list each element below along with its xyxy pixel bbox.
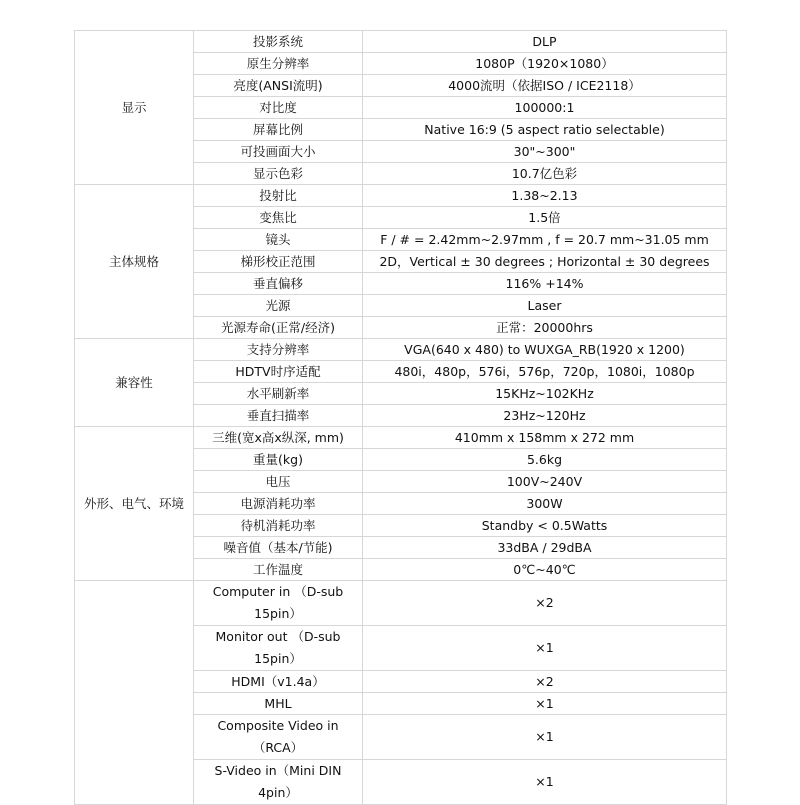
spec-value: 33dBA / 29dBA (363, 537, 727, 559)
spec-label: 电压 (194, 471, 363, 493)
spec-label: 支持分辨率 (194, 339, 363, 361)
spec-value: Standby < 0.5Watts (363, 515, 727, 537)
spec-table (74, 30, 727, 805)
spec-row (75, 31, 727, 53)
spec-value: DLP (363, 31, 727, 53)
spec-label: 变焦比 (194, 207, 363, 229)
spec-value: ×1 (363, 693, 727, 715)
spec-label: 原生分辨率 (194, 53, 363, 75)
spec-value: 100V~240V (363, 471, 727, 493)
spec-value: 4000流明（依据ISO / ICE2118） (363, 75, 727, 97)
spec-label: 垂直扫描率 (194, 405, 363, 427)
spec-value: 2D，Vertical ± 30 degrees ; Horizontal ± 30 degrees (363, 251, 727, 273)
category-cell: 显示 (75, 31, 194, 185)
spec-label: 光源寿命(正常/经济) (194, 317, 363, 339)
spec-value: 480i，480p，576i，576p，720p，1080i，1080p (363, 361, 727, 383)
spec-label: 工作温度 (194, 559, 363, 581)
spec-value: ×1 (363, 626, 727, 671)
spec-value: 0℃~40℃ (363, 559, 727, 581)
spec-value: 5.6kg (363, 449, 727, 471)
spec-value: 1080P（1920×1080） (363, 53, 727, 75)
spec-label: 三维(宽x高x纵深, mm) (194, 427, 363, 449)
spec-label: 电源消耗功率 (194, 493, 363, 515)
spec-value: 30"~300" (363, 141, 727, 163)
spec-label: 投射比 (194, 185, 363, 207)
spec-value: Native 16:9 (5 aspect ratio selectable) (363, 119, 727, 141)
spec-value: 116% +14% (363, 273, 727, 295)
spec-row (75, 185, 727, 207)
spec-label: Monitor out （D-sub 15pin） (194, 626, 363, 671)
category-cell: 兼容性 (75, 339, 194, 427)
spec-label: 投影系统 (194, 31, 363, 53)
spec-label: 亮度(ANSI流明) (194, 75, 363, 97)
spec-value: ×1 (363, 760, 727, 805)
spec-value: VGA(640 x 480) to WUXGA_RB(1920 x 1200) (363, 339, 727, 361)
spec-label: 噪音值（基本/节能) (194, 537, 363, 559)
spec-value: ×1 (363, 715, 727, 760)
category-cell: 外形、电气、环境 (75, 427, 194, 581)
spec-label: 梯形校正范围 (194, 251, 363, 273)
spec-label: 重量(kg) (194, 449, 363, 471)
spec-value: ×2 (363, 581, 727, 626)
spec-row (75, 581, 727, 626)
spec-value: 正常：20000hrs (363, 317, 727, 339)
spec-value: 1.5倍 (363, 207, 727, 229)
spec-row (75, 339, 727, 361)
category-cell (75, 581, 194, 805)
spec-value: 300W (363, 493, 727, 515)
spec-label: 对比度 (194, 97, 363, 119)
spec-label: 光源 (194, 295, 363, 317)
spec-value: 10.7亿色彩 (363, 163, 727, 185)
spec-label: S-Video in（Mini DIN 4pin） (194, 760, 363, 805)
spec-label: HDMI（v1.4a） (194, 671, 363, 693)
spec-label: Computer in （D-sub 15pin） (194, 581, 363, 626)
spec-value: F / # = 2.42mm~2.97mm , f = 20.7 mm~31.05 mm (363, 229, 727, 251)
spec-label: 水平刷新率 (194, 383, 363, 405)
spec-label: Composite Video in （RCA） (194, 715, 363, 760)
spec-value: 23Hz~120Hz (363, 405, 727, 427)
spec-label: 垂直偏移 (194, 273, 363, 295)
spec-label: 待机消耗功率 (194, 515, 363, 537)
spec-value: Laser (363, 295, 727, 317)
spec-row (75, 427, 727, 449)
spec-value: 15KHz~102KHz (363, 383, 727, 405)
spec-label: HDTV时序适配 (194, 361, 363, 383)
spec-value: ×2 (363, 671, 727, 693)
spec-value: 410mm x 158mm x 272 mm (363, 427, 727, 449)
spec-label: 屏幕比例 (194, 119, 363, 141)
spec-table-body (75, 31, 727, 805)
spec-label: 镜头 (194, 229, 363, 251)
spec-label: MHL (194, 693, 363, 715)
category-cell: 主体规格 (75, 185, 194, 339)
spec-value: 1.38~2.13 (363, 185, 727, 207)
spec-label: 可投画面大小 (194, 141, 363, 163)
spec-label: 显示色彩 (194, 163, 363, 185)
spec-value: 100000:1 (363, 97, 727, 119)
